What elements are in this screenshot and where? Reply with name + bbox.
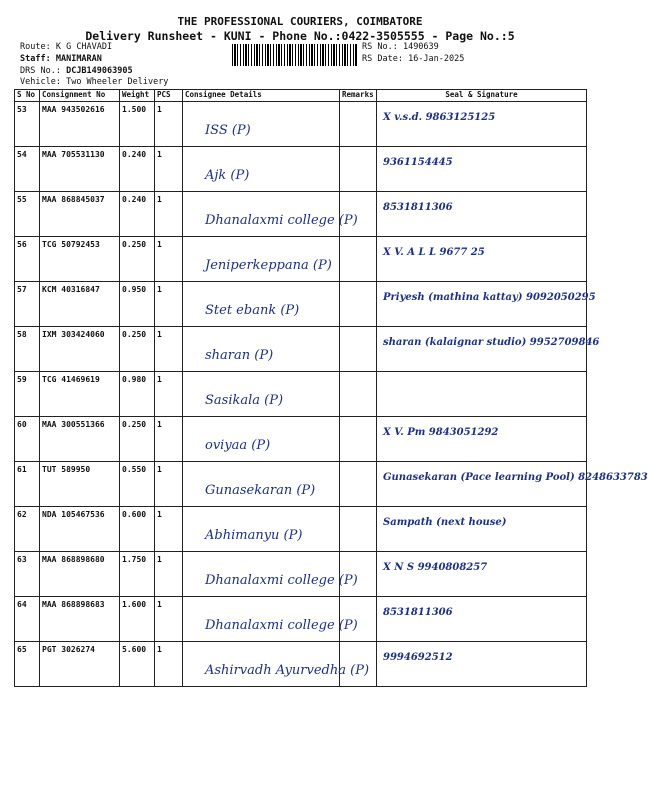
row-consignee: [183, 282, 340, 327]
row-consignee: [183, 597, 358, 642]
drs-barcode: [232, 44, 358, 66]
signature-handwritten: 8531811306: [383, 202, 453, 213]
signature-handwritten: X V. A L L 9677 25: [383, 247, 485, 258]
row-signature: [377, 462, 648, 507]
row-signature: [377, 282, 596, 327]
row-pcs: 1: [155, 102, 183, 147]
col-weight: Weight: [120, 90, 155, 102]
col-consignment: Consignment No: [40, 90, 120, 102]
row-sno: 64: [15, 597, 40, 642]
row-weight: 0.250: [120, 327, 155, 372]
row-sno: 53: [15, 102, 40, 147]
row-pcs: 1: [155, 237, 183, 282]
row-signature: [377, 552, 587, 597]
consignee-handwritten: Ajk (P): [205, 168, 250, 183]
row-signature: [377, 372, 587, 417]
company-title: THE PROFESSIONAL COURIERS, COIMBATORE: [177, 15, 423, 28]
table-row: [15, 507, 587, 552]
signature-handwritten: 9994692512: [383, 652, 453, 663]
row-sno: 65: [15, 642, 40, 687]
row-weight: 0.950: [120, 282, 155, 327]
staff-info: Staff: MANIMARAN: [20, 54, 102, 64]
row-sno: 56: [15, 237, 40, 282]
row-consignee: [183, 642, 370, 687]
row-pcs: 1: [155, 327, 183, 372]
row-sno: 57: [15, 282, 40, 327]
table-row: [15, 147, 587, 192]
col-signature: Seal & Signature: [377, 90, 587, 102]
row-consignee: [183, 102, 340, 147]
table-row: [15, 327, 587, 372]
consignee-handwritten: Dhanalaxmi college (P): [205, 618, 358, 633]
row-consignment-no: TCG 50792453: [40, 237, 120, 282]
table-row: [15, 552, 587, 597]
row-sno: 54: [15, 147, 40, 192]
row-pcs: 1: [155, 642, 183, 687]
table-row: [15, 237, 587, 282]
drs-info: DRS No.: DCJB149063905: [20, 66, 133, 76]
row-consignment-no: MAA 868845037: [40, 192, 120, 237]
row-pcs: 1: [155, 192, 183, 237]
row-consignment-no: MAA 943502616: [40, 102, 120, 147]
row-consignment-no: IXM 303424060: [40, 327, 120, 372]
row-pcs: 1: [155, 462, 183, 507]
row-weight: 0.550: [120, 462, 155, 507]
row-weight: 1.600: [120, 597, 155, 642]
row-pcs: 1: [155, 282, 183, 327]
row-pcs: 1: [155, 552, 183, 597]
signature-handwritten: 8531811306: [383, 607, 453, 618]
row-signature: [377, 417, 587, 462]
row-signature: [377, 237, 587, 282]
row-weight: 0.250: [120, 417, 155, 462]
runsheet-table: [14, 89, 648, 687]
consignee-handwritten: Abhimanyu (P): [205, 528, 303, 543]
row-consignee: [183, 192, 358, 237]
row-signature: [377, 192, 587, 237]
row-pcs: 1: [155, 372, 183, 417]
table-row: [15, 102, 587, 147]
table-row: [15, 372, 587, 417]
row-signature: [377, 597, 587, 642]
consignee-handwritten: sharan (P): [205, 348, 274, 363]
row-consignee: [183, 552, 358, 597]
table-row: [15, 282, 587, 327]
row-signature: [377, 102, 587, 147]
row-pcs: 1: [155, 507, 183, 552]
signature-handwritten: 9361154445: [383, 157, 453, 168]
col-pcs: PCS: [155, 90, 183, 102]
consignee-handwritten: ISS (P): [205, 123, 251, 138]
route-info: Route: K G CHAVADI: [20, 42, 113, 52]
row-weight: 0.600: [120, 507, 155, 552]
row-signature: [377, 507, 587, 552]
signature-handwritten: Sampath (next house): [383, 517, 507, 528]
row-consignee: [183, 462, 340, 507]
consignee-handwritten: oviyaa (P): [205, 438, 271, 453]
table-row: [15, 642, 587, 687]
row-consignment-no: MAA 300551366: [40, 417, 120, 462]
consignee-handwritten: Stet ebank (P): [205, 303, 300, 318]
consignee-handwritten: Sasikala (P): [205, 393, 284, 408]
consignee-handwritten: Gunasekaran (P): [205, 483, 316, 498]
signature-handwritten: Gunasekaran (Pace learning Pool) 8248633783: [383, 472, 648, 483]
row-weight: 0.240: [120, 192, 155, 237]
vehicle-info: Vehicle: Two Wheeler Delivery: [20, 77, 169, 87]
row-consignment-no: MAA 868898683: [40, 597, 120, 642]
row-sno: 59: [15, 372, 40, 417]
row-consignment-no: NDA 105467536: [40, 507, 120, 552]
row-consignment-no: PGT 3026274: [40, 642, 120, 687]
row-weight: 0.980: [120, 372, 155, 417]
row-sno: 58: [15, 327, 40, 372]
signature-handwritten: X V. Pm 9843051292: [383, 427, 499, 438]
consignee-handwritten: Dhanalaxmi college (P): [205, 213, 358, 228]
row-consignment-no: KCM 40316847: [40, 282, 120, 327]
col-remarks: Remarks: [340, 90, 377, 102]
table-row: [15, 192, 587, 237]
row-sno: 63: [15, 552, 40, 597]
signature-handwritten: X N S 9940808257: [383, 562, 488, 573]
row-sno: 62: [15, 507, 40, 552]
table-row: [15, 462, 587, 507]
row-consignment-no: MAA 705531130: [40, 147, 120, 192]
consignee-handwritten: Ashirvadh Ayurvedha (P): [205, 663, 370, 678]
runsheet-subtitle: Delivery Runsheet - KUNI - Phone No.:0422-3505555 - Page No.:5: [85, 29, 515, 43]
row-consignee: [183, 417, 340, 462]
rs-no-info: RS No.: 1490639: [362, 42, 439, 52]
row-consignee: [183, 507, 340, 552]
consignee-handwritten: Jeniperkeppana (P): [205, 258, 332, 273]
row-consignment-no: TCG 41469619: [40, 372, 120, 417]
col-consignee: Consignee Details: [183, 90, 340, 102]
table-header: [15, 90, 587, 102]
signature-handwritten: X v.s.d. 9863125125: [383, 112, 496, 123]
col-sno: S No: [15, 90, 40, 102]
row-pcs: 1: [155, 417, 183, 462]
row-weight: 0.250: [120, 237, 155, 282]
row-consignment-no: TUT 589950: [40, 462, 120, 507]
row-sno: 60: [15, 417, 40, 462]
row-sno: 55: [15, 192, 40, 237]
row-consignment-no: MAA 868898680: [40, 552, 120, 597]
signature-handwritten: Priyesh (mathina kattay) 9092050295: [383, 292, 596, 303]
signature-handwritten: sharan (kalaignar studio) 9952709846: [383, 337, 600, 348]
row-weight: 5.600: [120, 642, 155, 687]
row-consignee: [183, 372, 340, 417]
table-row: [15, 417, 587, 462]
row-pcs: 1: [155, 147, 183, 192]
row-consignee: [183, 147, 340, 192]
rs-date-info: RS Date: 16-Jan-2025: [362, 54, 465, 64]
row-signature: [377, 147, 587, 192]
row-signature: [377, 327, 600, 372]
row-pcs: 1: [155, 597, 183, 642]
row-consignee: [183, 237, 340, 282]
consignee-handwritten: Dhanalaxmi college (P): [205, 573, 358, 588]
row-sno: 61: [15, 462, 40, 507]
row-signature: [377, 642, 587, 687]
row-consignee: [183, 327, 340, 372]
table-row: [15, 597, 587, 642]
row-weight: 0.240: [120, 147, 155, 192]
row-weight: 1.750: [120, 552, 155, 597]
row-weight: 1.500: [120, 102, 155, 147]
